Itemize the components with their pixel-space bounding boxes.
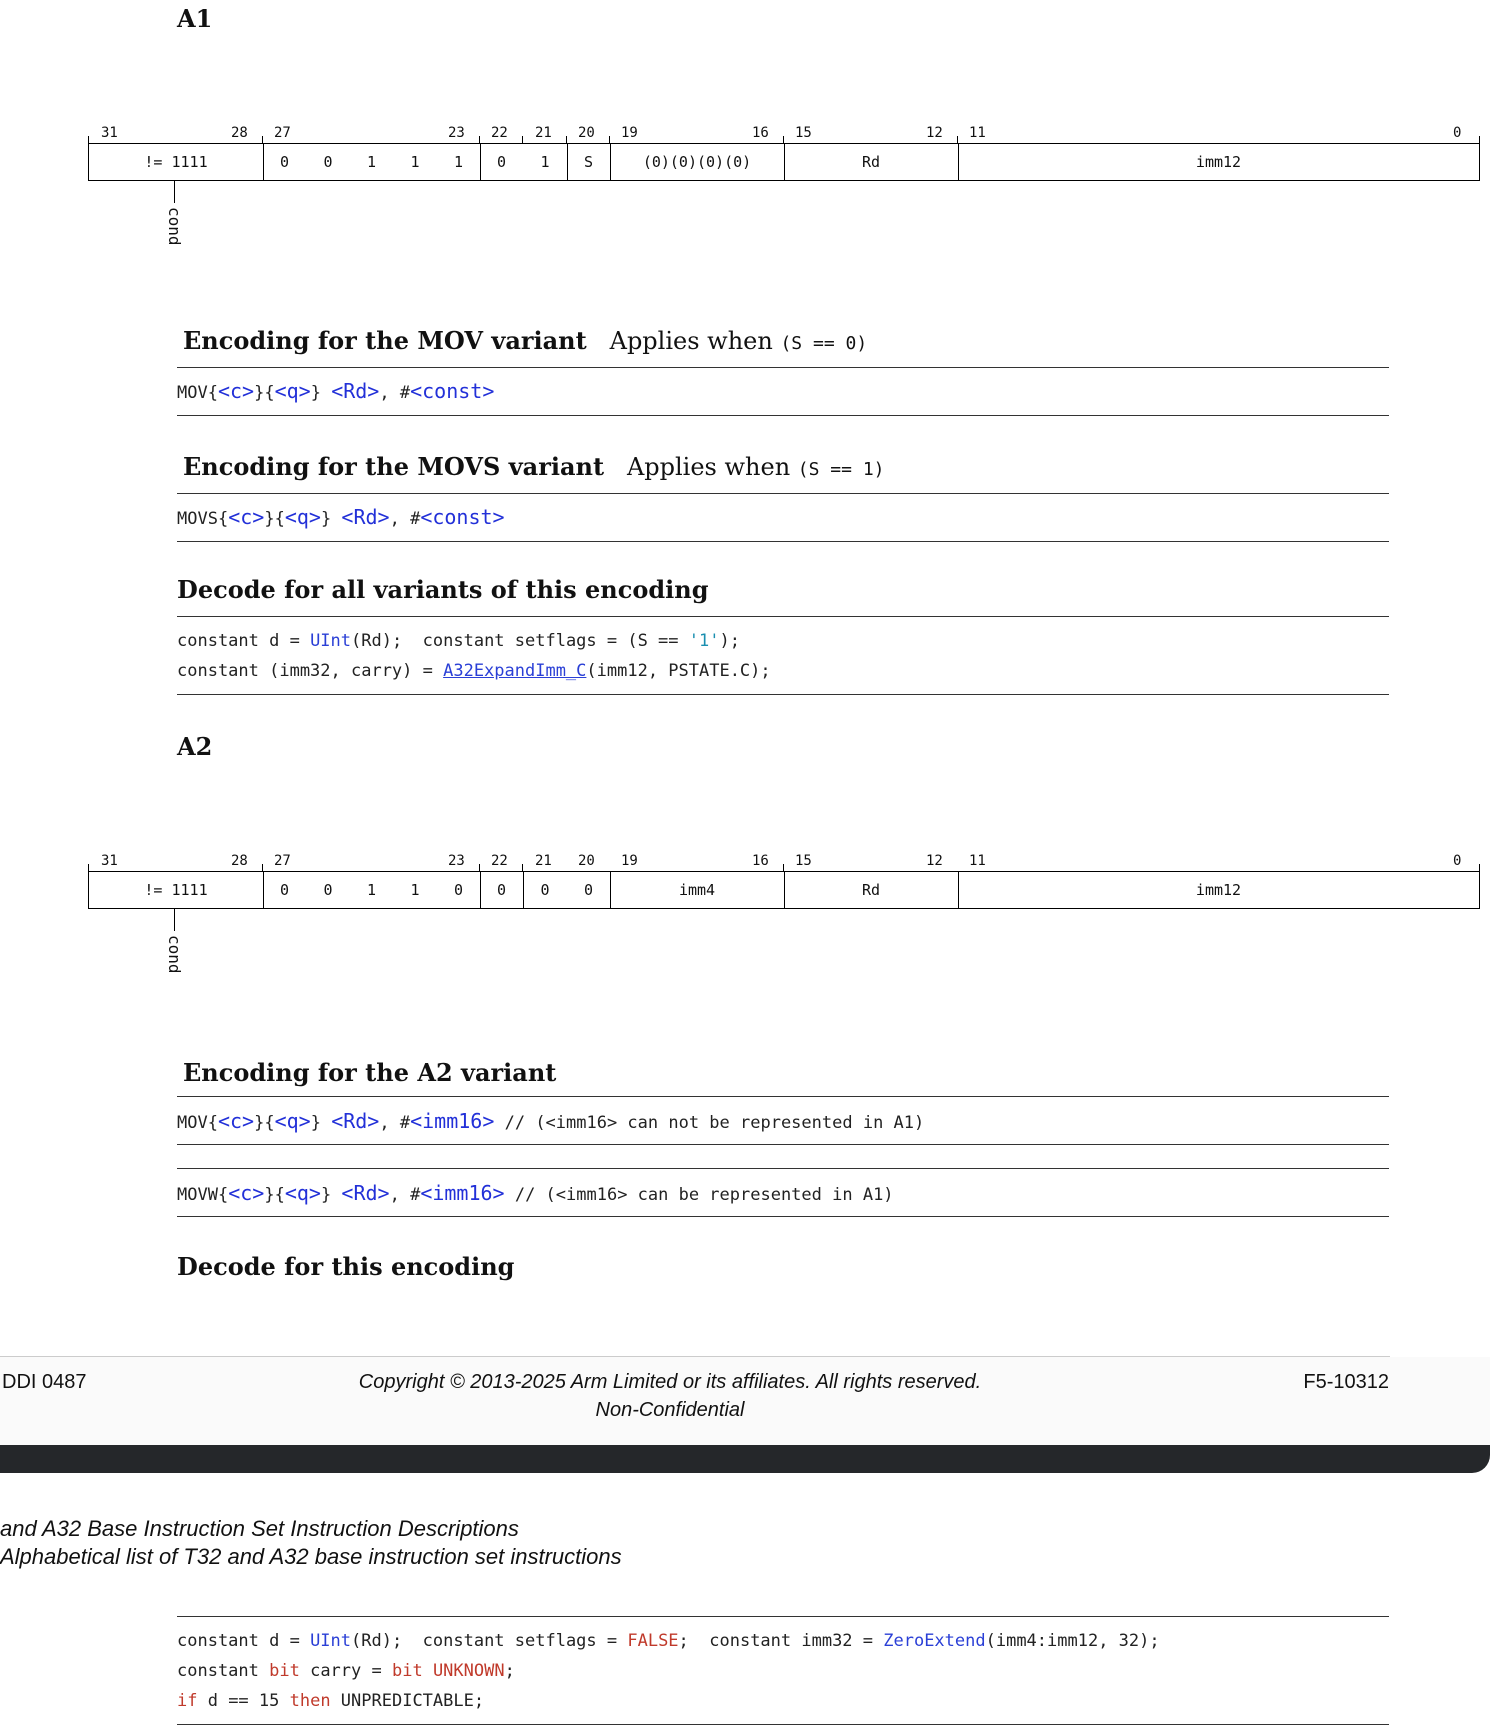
bit-number: 31 bbox=[101, 125, 118, 141]
bit-number: 19 bbox=[621, 125, 638, 141]
field-bit: 0 bbox=[323, 881, 333, 899]
bit-number: 15 bbox=[795, 125, 812, 141]
bit-number: 15 bbox=[795, 853, 812, 869]
bit-number: 28 bbox=[231, 125, 248, 141]
a2-variant-heading: Encoding for the A2 variant bbox=[183, 1058, 557, 1087]
decode-a2-heading: Decode for this encoding bbox=[177, 1252, 515, 1281]
field-s: S bbox=[583, 153, 594, 171]
field-bit: 1 bbox=[410, 881, 420, 899]
bit-number: 0 bbox=[1453, 125, 1462, 141]
a2-syntax-movw: MOVW{<c>}{<q>} <Rd>, #<imm16> // (<imm16> can be represented in A1) bbox=[177, 1181, 894, 1205]
bit-number: 27 bbox=[274, 853, 291, 869]
movs-syntax: MOVS{<c>}{<q>} <Rd>, #<const> bbox=[177, 505, 505, 529]
bit-number: 16 bbox=[752, 853, 769, 869]
footer-copyright: Copyright © 2013-2025 Arm Limited or its affiliates. All rights reserved. bbox=[358, 1371, 982, 1393]
field-bit: 1 bbox=[410, 153, 420, 171]
footer-confidentiality: Non-Confidential bbox=[595, 1399, 745, 1421]
bit-number: 11 bbox=[969, 125, 986, 141]
field-bit: 0 bbox=[323, 153, 333, 171]
field-imm12: imm12 bbox=[1195, 153, 1242, 171]
decode-a2-line-2: constant bit carry = bit UNKNOWN; bbox=[177, 1661, 515, 1681]
field-bit: 1 bbox=[366, 153, 377, 171]
field-bit: 0 bbox=[453, 881, 464, 899]
cond-label: cond bbox=[165, 207, 184, 246]
decode-all-line-2: constant (imm32, carry) = A32ExpandImm_C(imm12, PSTATE.C); bbox=[177, 661, 771, 681]
field-bit: 0 bbox=[496, 881, 507, 899]
a2-syntax-mov: MOV{<c>}{<q>} <Rd>, #<imm16> // (<imm16> can not be represented in A1) bbox=[177, 1109, 925, 1133]
mov-syntax: MOV{<c>}{<q>} <Rd>, #<const> bbox=[177, 379, 495, 403]
bit-number: 21 bbox=[535, 853, 552, 869]
bit-number: 22 bbox=[491, 125, 508, 141]
field-bit: 1 bbox=[453, 153, 464, 171]
bit-number: 23 bbox=[448, 853, 465, 869]
field-bit: 1 bbox=[540, 153, 550, 171]
bit-number: 12 bbox=[926, 853, 943, 869]
field-rn: (0)(0)(0)(0) bbox=[642, 153, 752, 171]
bit-number: 19 bbox=[621, 853, 638, 869]
bit-number: 11 bbox=[969, 853, 986, 869]
decode-all-heading: Decode for all variants of this encoding bbox=[177, 575, 709, 604]
decode-a2-line-1: constant d = UInt(Rd); constant setflags = FALSE; constant imm32 = ZeroExtend(imm4:imm12, 32); bbox=[177, 1631, 1160, 1651]
decode-all-line-1: constant d = UInt(Rd); constant setflags = (S == '1'); bbox=[177, 631, 740, 651]
field-bit: 0 bbox=[583, 881, 594, 899]
field-bit: 0 bbox=[496, 153, 507, 171]
running-header-section: Alphabetical list of T32 and A32 base instruction set instructions bbox=[0, 1544, 622, 1569]
running-header-chapter: and A32 Base Instruction Set Instruction Descriptions bbox=[0, 1516, 519, 1541]
bit-number: 23 bbox=[448, 125, 465, 141]
decode-a2-line-3: if d == 15 then UNPREDICTABLE; bbox=[177, 1691, 485, 1711]
page-separator bbox=[0, 1445, 1490, 1473]
field-cond: != 1111 bbox=[144, 153, 208, 171]
mov-variant-heading: Encoding for the MOV variant Applies when (S == 0) bbox=[183, 326, 868, 355]
bit-number: 27 bbox=[274, 125, 291, 141]
footer-page-number: F5-10312 bbox=[1303, 1371, 1389, 1393]
field-imm4: imm4 bbox=[678, 881, 716, 899]
field-bit: 0 bbox=[279, 881, 290, 899]
encoding-title-a1: A1 bbox=[177, 4, 213, 33]
bit-number: 21 bbox=[535, 125, 552, 141]
movs-variant-heading: Encoding for the MOVS variant Applies when (S == 1) bbox=[183, 452, 885, 481]
bit-number: 28 bbox=[231, 853, 248, 869]
bit-number: 20 bbox=[578, 853, 595, 869]
field-bit: 0 bbox=[279, 153, 290, 171]
bit-number: 31 bbox=[101, 853, 118, 869]
field-rd: Rd bbox=[861, 153, 881, 171]
footer-doc-id: DDI 0487 bbox=[2, 1371, 87, 1393]
bit-number: 12 bbox=[926, 125, 943, 141]
field-bit: 0 bbox=[540, 881, 550, 899]
field-cond: != 1111 bbox=[144, 881, 208, 899]
field-imm12: imm12 bbox=[1195, 881, 1242, 899]
bit-number: 20 bbox=[578, 125, 595, 141]
bit-number: 0 bbox=[1453, 853, 1462, 869]
bit-number: 16 bbox=[752, 125, 769, 141]
field-rd: Rd bbox=[861, 881, 881, 899]
bit-number: 22 bbox=[491, 853, 508, 869]
cond-label: cond bbox=[165, 935, 184, 974]
field-bit: 1 bbox=[366, 881, 377, 899]
encoding-title-a2: A2 bbox=[177, 732, 213, 761]
